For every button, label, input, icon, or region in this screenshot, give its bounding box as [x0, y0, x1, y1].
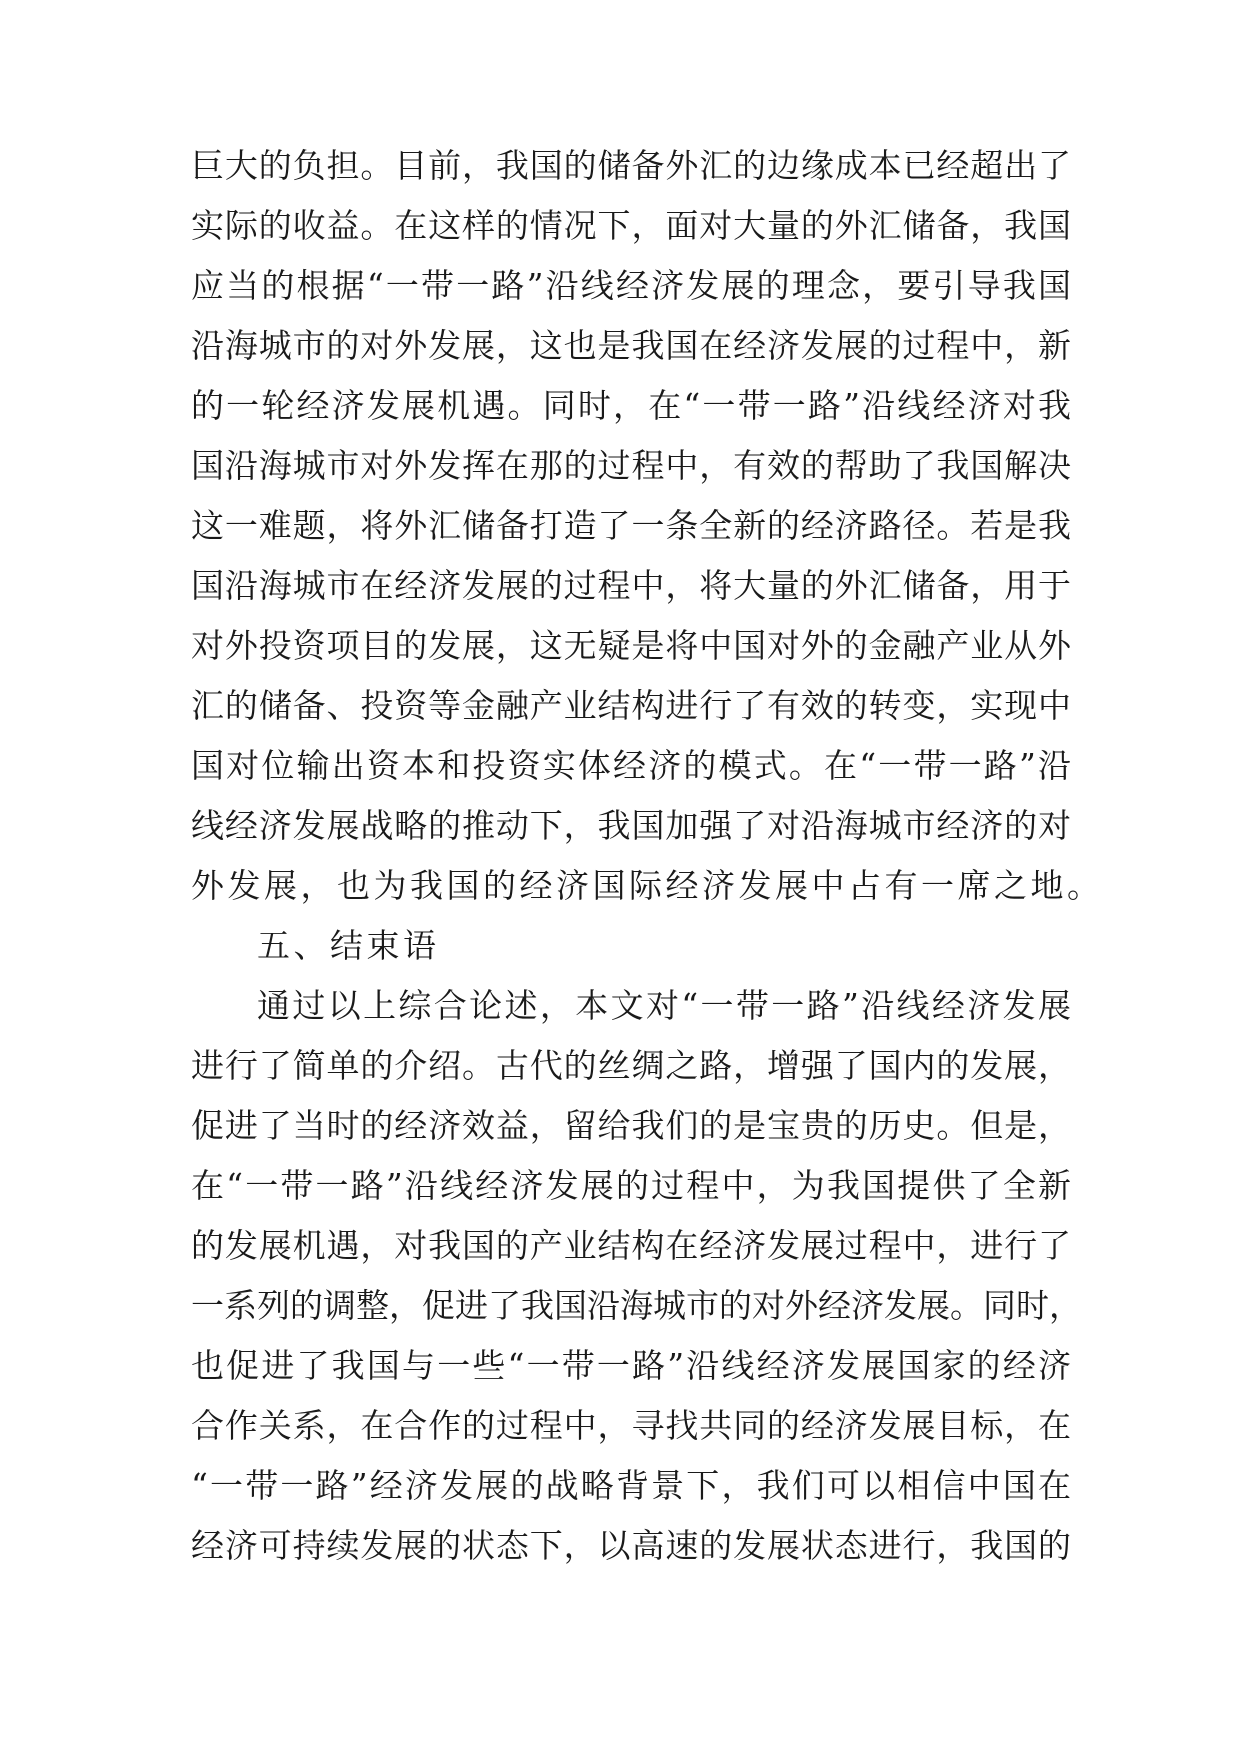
body-text-line: 汇的储备、投资等金融产业结构进行了有效的转变，实现中 — [191, 686, 1071, 725]
body-text-line: 国沿海城市对外发挥在那的过程中，有效的帮助了我国解决 — [191, 446, 1071, 485]
body-text-line: “一带一路”经济发展的战略背景下，我们可以相信中国在 — [191, 1466, 1071, 1505]
body-text-line: 外发展，也为我国的经济国际经济发展中占有一席之地。 — [191, 866, 1104, 905]
body-text-line: 国沿海城市在经济发展的过程中，将大量的外汇储备，用于 — [191, 566, 1071, 605]
body-text-line: 巨大的负担。目前，我国的储备外汇的边缘成本已经超出了 — [191, 146, 1071, 185]
body-text-line: 一系列的调整，促进了我国沿海城市的对外经济发展。同时， — [191, 1286, 1082, 1325]
body-text-line: 应当的根据“一带一路”沿线经济发展的理念，要引导我国 — [191, 266, 1071, 305]
body-text-line: 国对位输出资本和投资实体经济的模式。在“一带一路”沿 — [191, 746, 1071, 785]
body-text-line: 经济可持续发展的状态下，以高速的发展状态进行，我国的 — [191, 1526, 1071, 1565]
body-text-line: 实际的收益。在这样的情况下，面对大量的外汇储备，我国 — [191, 206, 1071, 245]
body-text-line: 这一难题，将外汇储备打造了一条全新的经济路径。若是我 — [191, 506, 1071, 545]
section-heading: 五、结束语 — [257, 926, 440, 965]
body-text-line: 促进了当时的经济效益，留给我们的是宝贵的历史。但是， — [191, 1106, 1071, 1145]
body-text-line: 的一轮经济发展机遇。同时，在“一带一路”沿线经济对我 — [191, 386, 1071, 425]
body-text-line: 进行了简单的介绍。古代的丝绸之路，增强了国内的发展， — [191, 1046, 1071, 1085]
body-text-line: 沿海城市的对外发展，这也是我国在经济发展的过程中，新 — [191, 326, 1071, 365]
paragraph-first-line: 通过以上综合论述，本文对“一带一路”沿线经济发展 — [257, 986, 1071, 1025]
body-text-line: 在“一带一路”沿线经济发展的过程中，为我国提供了全新 — [191, 1166, 1071, 1205]
body-text-line: 线经济发展战略的推动下，我国加强了对沿海城市经济的对 — [191, 806, 1071, 845]
body-text-line: 的发展机遇，对我国的产业结构在经济发展过程中，进行了 — [191, 1226, 1071, 1265]
body-text-line: 合作关系，在合作的过程中，寻找共同的经济发展目标，在 — [191, 1406, 1071, 1445]
body-text-line: 也促进了我国与一些“一带一路”沿线经济发展国家的经济 — [191, 1346, 1071, 1385]
body-text-line: 对外投资项目的发展，这无疑是将中国对外的金融产业从外 — [191, 626, 1071, 665]
